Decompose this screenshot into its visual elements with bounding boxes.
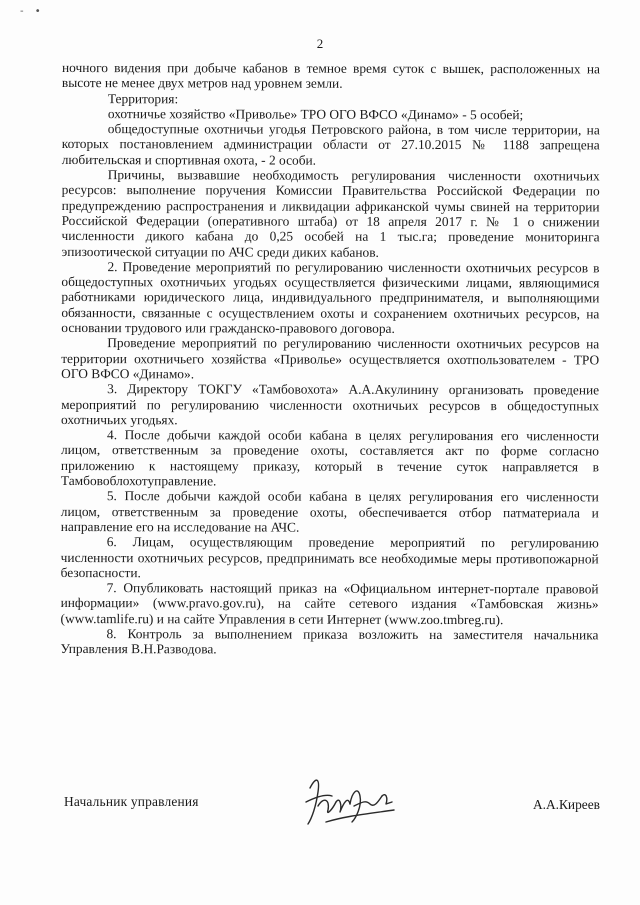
paragraph-territory-privolye: охотничье хозяйство «Приволье» ТРО ОГО ВФСО «Динамо» - 5 особей; <box>107 106 524 123</box>
paragraph-item-2: 2. Проведение мероприятий по регулированию численности охотничьих ресурсов в общедоступных охотничьих угодьях осуществляется физическими лицами, являющимися работниками юридического лица, индивидуального предпринимателя, и выполняющими обязанности, связанные с осуществлением охоты и сохранением охотничьих ресурсов, на основании трудового или гражданско-правового договора. <box>61 258 600 336</box>
paragraph-item-7: 7. Опубликовать настоящий приказ на «Официальном интернет-портале правовой информации» (www.pravo.gov.ru), на сайте сетевого издания «Тамбовская жизнь» (www.tamlife.ru) и на сайте Управления в сети Интернет (www.zoo.tmbreg.ru). <box>60 580 599 627</box>
paragraph-item-4: 4. После добычи каждой особи кабана в целях регулирования его численности лицом, ответственным за проведение охоты, составляется акт по форме согласно приложению к настоящему приказу, который в течение суток направляется в Тамбовоблохотуправление. <box>60 427 600 489</box>
handwritten-signature <box>296 766 406 836</box>
page-number: 2 <box>316 36 324 51</box>
paragraph-territory-heading: Территория: <box>107 90 179 106</box>
paragraph-item-3: 3. Директору ТОКГУ «Тамбовохота» А.А.Акулинину организовать проведение мероприятий по регулированию численности охотничьих ресурсов в общедоступных охотничьих угодьях. <box>61 381 600 428</box>
paragraph-item-2-privolye: Проведение мероприятий по регулированию численности охотничьих ресурсов на территории охотничьего хозяйства «Приволье» осуществляется охотпользователем - ТРО ОГО ВФСО «Динамо». <box>61 335 600 382</box>
document-body <box>60 60 600 658</box>
signature-block <box>62 792 600 852</box>
paragraph-continuation: ночного видения при добыче кабанов в темное время суток с вышек, расположенных на высоте не менее двух метров над уровнем земли. <box>61 60 600 92</box>
paragraph-territory-petrovsky: общедоступные охотничьи угодья Петровского района, в том числе территории, на которых постановлением администрации области от 27.10.2015 № 1188 запрещена любительская и спортивная охота, - 2 особи. <box>61 121 600 168</box>
paragraph-item-8: 8. Контроль за выполнением приказа возложить на заместителя начальника Управления В.Н.Разводова. <box>60 626 599 657</box>
signatory-name: А.А.Киреев <box>532 797 600 812</box>
corner-mark: - • <box>20 6 45 17</box>
paragraph-item-5: 5. После добычи каждой особи кабана в целях регулирования его численности лицом, ответственным за проведение охоты, обеспечивается отбор патматериала и направление его на исследование на АЧС. <box>60 488 599 535</box>
paragraph-item-6: 6. Лицам, осуществляющим проведение мероприятий по регулированию численности охотничьих ресурсов, предпринимать все необходимые меры противопожарной безопасности. <box>60 534 599 581</box>
signatory-title: Начальник управления <box>64 794 199 809</box>
paragraph-reasons: Причины, вызвавшие необходимость регулирования численности охотничьих ресурсов: выполнение поручения Комиссии Правительства Российской Федерации по предупреждению распространения и ликвидации африканской чумы свиней на территории Российской Федерации (оперативного штаба) от 18 апреля 2017 г. № 1 о снижении численности дикого кабана до 0,25 особей на 1 тыс.га; проведение мониторинга эпизоотической ситуации по АЧС среди диких кабанов. <box>61 167 600 260</box>
